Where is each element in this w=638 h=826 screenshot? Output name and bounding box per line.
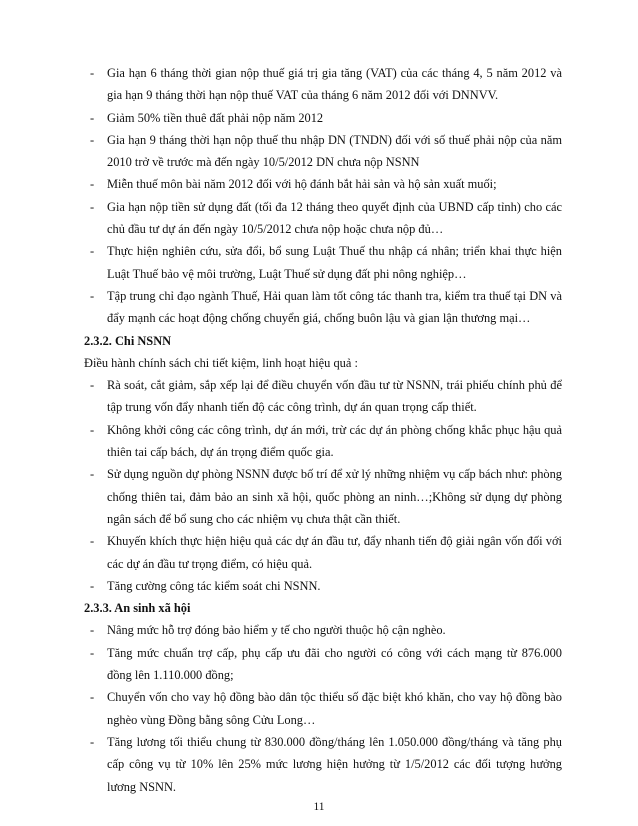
- list-item-text: Chuyển vốn cho vay hộ đồng bào dân tộc thiểu số đặc biệt khó khăn, cho vay hộ đồng bào nghèo vùng Đồng bằng sông Cửu Long…: [107, 690, 562, 727]
- list-item: [84, 107, 562, 129]
- bullet-dash: -: [90, 244, 95, 259]
- bullet-dash: -: [90, 66, 95, 80]
- list-item-text: Gia hạn 6 tháng thời gian nộp thuế giá trị gia tăng (VAT) của các tháng 4, 5 năm 2012 và gia hạn 9 tháng thời hạn nộp thuế VAT của tháng 6 năm 2012 đối với DNNVV.: [107, 66, 562, 103]
- bullet-dash: -: [90, 534, 95, 549]
- page-content: [84, 62, 562, 798]
- list-item: [84, 642, 562, 687]
- list-item-text: Nâng mức hỗ trợ đóng bảo hiểm y tế cho người thuộc hộ cận nghèo.: [107, 623, 446, 638]
- bullet-dash: -: [90, 623, 95, 638]
- list-item: [84, 240, 562, 285]
- list-item-text: Thực hiện nghiên cứu, sửa đổi, bổ sung Luật Thuế thu nhập cá nhân; triển khai thực hiện Luật Thuế bảo vệ môi trường, Luật Thuế sử dụng đất phi nông nghiệp…: [107, 244, 562, 281]
- bullet-dash: -: [90, 422, 95, 437]
- list-item-text: Rà soát, cắt giảm, sắp xếp lại để điều chuyển vốn đầu tư từ NSNN, trái phiếu chính phủ để tập trung vốn đẩy nhanh tiến độ các công trình, dự án quan trọng cấp thiết.: [107, 378, 562, 415]
- bullet-dash: -: [90, 467, 95, 482]
- list-item-text: Khuyến khích thực hiện hiệu quả các dự án đầu tư, đẩy nhanh tiến độ giải ngân vốn đối với các dự án đầu tư trọng điểm, có hiệu quả.: [107, 534, 562, 571]
- list-item: [84, 62, 562, 107]
- list-item: [84, 530, 562, 575]
- bullet-dash: -: [90, 378, 95, 393]
- list-item-text: Gia hạn nộp tiền sử dụng đất (tối đa 12 tháng theo quyết định của UBND cấp tỉnh) cho các chủ đầu tư dự án đến ngày 10/5/2012 chưa nộp hoặc chưa nộp đủ…: [107, 199, 562, 237]
- list-item: [84, 731, 562, 798]
- bullet-dash: -: [90, 734, 95, 749]
- list-item: [84, 285, 562, 330]
- bullet-dash: -: [90, 645, 95, 660]
- list-item: [84, 129, 562, 174]
- page-number: 11: [313, 801, 325, 813]
- bullet-dash: -: [90, 110, 95, 125]
- section-heading-an-sinh-xa-hoi: 2.3.3. An sinh xã hội: [84, 601, 191, 616]
- bullet-dash: -: [90, 132, 95, 147]
- bullet-dash: -: [90, 288, 95, 303]
- list-item: [84, 419, 562, 464]
- list-item-text: Giảm 50% tiền thuê đất phải nộp năm 2012: [107, 110, 324, 125]
- bullet-dash: -: [90, 578, 95, 593]
- list-item-text: Tăng mức chuẩn trợ cấp, phụ cấp ưu đãi cho người có công với cách mạng từ 876.000 đồng lên 1.110.000 đồng;: [107, 645, 562, 683]
- bullet-dash: -: [90, 199, 95, 214]
- list-item: [84, 463, 562, 530]
- list-item-text: Tăng lương tối thiểu chung từ 830.000 đồng/tháng lên 1.050.000 đồng/tháng và tăng phụ cấp công vụ từ 10% lên 25% mức lương hiện hưởng từ 1/5/2012 các đối tượng hưởng lương NSNN.: [107, 734, 562, 794]
- list-item: [84, 686, 562, 731]
- list-item-text: Gia hạn 9 tháng thời hạn nộp thuế thu nhập DN (TNDN) đối với số thuế phải nộp của năm 2010 trở về trước mà đến ngày 10/5/2012 DN chưa nộp NSNN: [107, 132, 562, 170]
- list-item-text: Sử dụng nguồn dự phòng NSNN được bố trí để xử lý những nhiệm vụ cấp bách như: phòng chống thiên tai, đảm bảo an sinh xã hội, quốc phòng an ninh…;Không sử dụng dự phòng ngân sách để bổ sung cho các nhiệm vụ chưa thật cần thiết.: [107, 467, 562, 526]
- section-heading-chi-nsnn: 2.3.2. Chi NSNN: [84, 333, 172, 348]
- list-item: [84, 619, 562, 641]
- list-item-text: Không khởi công các công trình, dự án mới, trừ các dự án phòng chống khắc phục hậu quả thiên tai cấp bách, dự án trọng điểm quốc gia.: [107, 422, 562, 460]
- list-item: [84, 173, 562, 195]
- list-item-text: Tập trung chỉ đạo ngành Thuế, Hải quan làm tốt công tác thanh tra, kiểm tra thuế tại DN và đẩy mạnh các hoạt động chống chuyển giá, chống buôn lậu và gian lận thương mại…: [107, 288, 562, 326]
- list-item-text: Tăng cường công tác kiểm soát chi NSNN.: [107, 578, 321, 593]
- list-item: [84, 575, 562, 597]
- section-intro: Điều hành chính sách chi tiết kiệm, linh hoạt hiệu quả :: [84, 355, 358, 370]
- list-item-text: Miễn thuế môn bài năm 2012 đối với hộ đánh bắt hải sản và hộ sản xuất muối;: [107, 177, 497, 192]
- list-item: [84, 196, 562, 241]
- bullet-dash: -: [90, 177, 95, 192]
- list-item: [84, 374, 562, 419]
- bullet-dash: -: [90, 690, 95, 705]
